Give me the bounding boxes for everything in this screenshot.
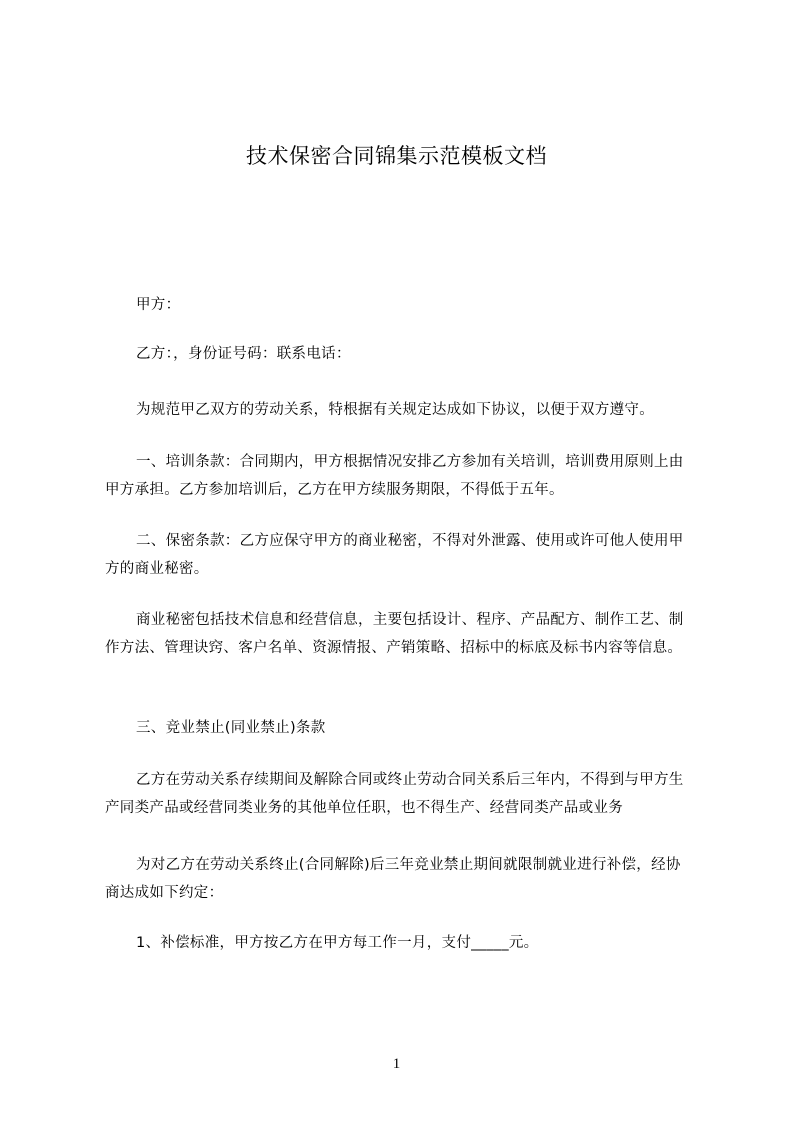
page-number: 1	[392, 1056, 401, 1072]
party-a-line: 甲方：	[136, 297, 181, 313]
trade-secret-definition-paragraph: 商业秘密包括技术信息和经营信息，主要包括设计、程序、产品配方、制作工艺、制作方法、管理诀窍、客户名单、资源情报、产销策略、招标中的标底及标书内容等信息。	[105, 612, 684, 656]
compensation-intro-paragraph: 为对乙方在劳动关系终止(合同解除)后三年竞业禁止期间就限制就业进行补偿，经协商达成如下约定：	[105, 857, 681, 901]
compensation-standard-paragraph: 1、补偿标准，甲方按乙方在甲方每工作一月，支付_____元。	[136, 935, 539, 951]
confidentiality-clause-paragraph: 二、保密条款：乙方应保守甲方的商业秘密，不得对外泄露、使用或许可他人使用甲方的商业秘密。	[105, 533, 684, 577]
document-title: 技术保密合同锦集示范模板文档	[246, 144, 547, 168]
party-b-line: 乙方：，身份证号码：联系电话：	[136, 346, 351, 362]
preamble-paragraph: 为规范甲乙双方的劳动关系，特根据有关规定达成如下协议，以便于双方遵守。	[136, 402, 654, 418]
non-compete-paragraph: 乙方在劳动关系存续期间及解除合同或终止劳动合同关系后三年内，不得到与甲方生产同类产品或经营同类业务的其他单位任职，也不得生产、经营同类产品或业务	[105, 772, 684, 816]
non-compete-heading: 三、竞业禁止(同业禁止)条款	[136, 720, 326, 736]
training-clause-paragraph: 一、培训条款：合同期内，甲方根据情况安排乙方参加有关培训，培训费用原则上由甲方承担。乙方参加培训后，乙方在甲方续服务期限，不得低于五年。	[105, 454, 684, 498]
